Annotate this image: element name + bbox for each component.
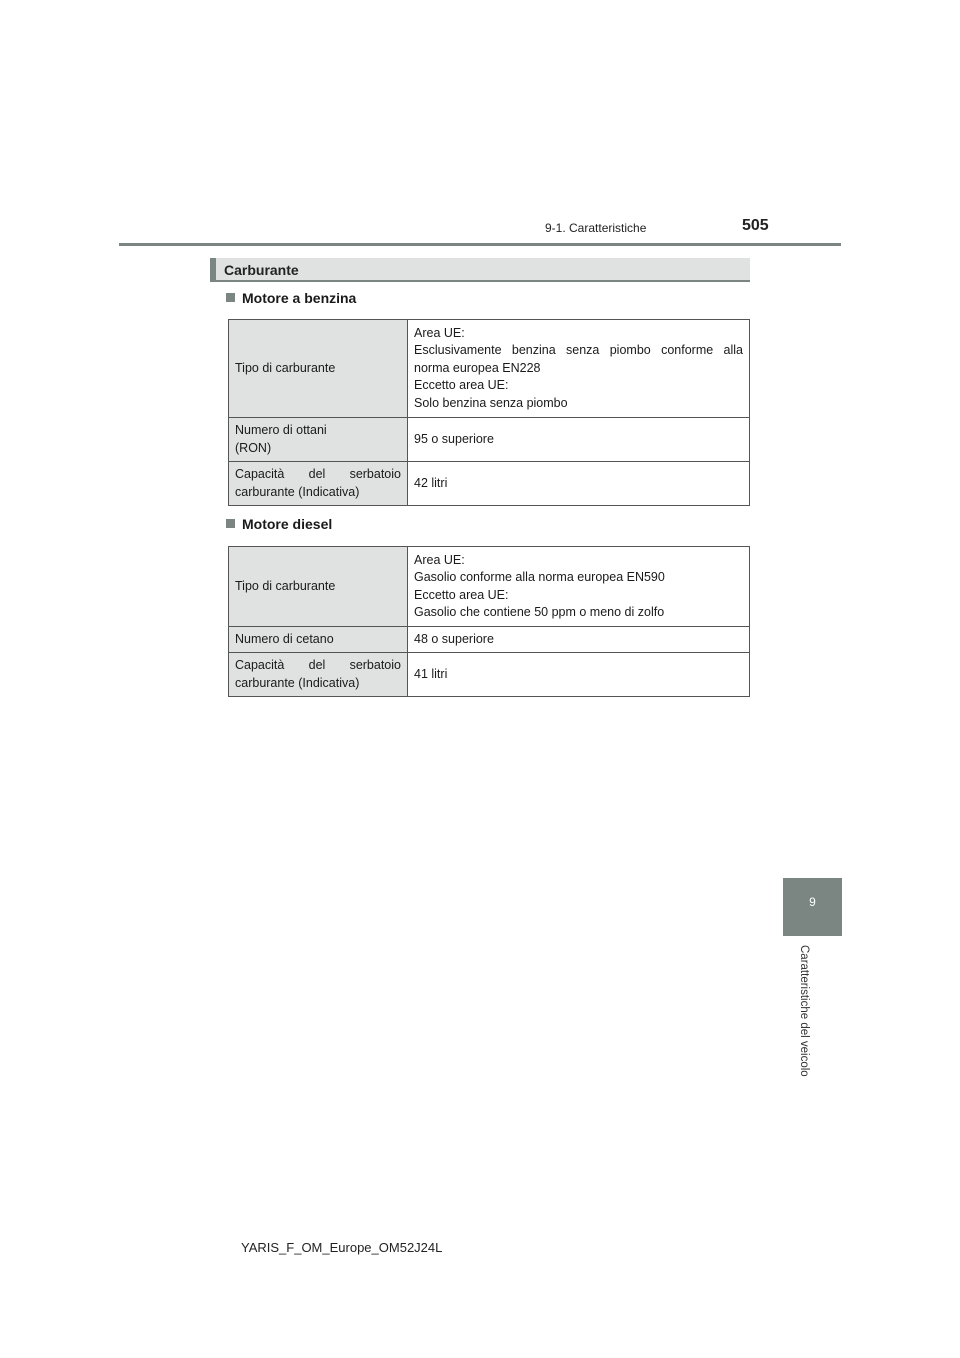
table-row [229,320,750,418]
octane-label [229,418,408,462]
square-bullet-icon [226,293,235,302]
page-number: 505 [742,217,769,234]
value-line: Gasolio conforme alla norma europea EN590 [414,570,665,584]
diesel-fuel-type-value [408,547,750,627]
cetane-label: Numero di cetano [229,627,408,653]
section-heading-bar [210,258,750,282]
petrol-heading [226,290,356,306]
petrol-heading-text: Motore a benzina [242,290,357,306]
section-title: Carburante [224,262,299,278]
chapter-tab: 9 [783,878,842,936]
value-line: Esclusivamente benzina senza piombo conforme alla norma europea EN228 [414,343,743,375]
value-line: Area UE: [414,552,465,567]
petrol-tank-capacity-label: Capacità del serbatoio carburante (Indicativa) [229,462,408,506]
petrol-fuel-type-value [408,320,750,418]
value-line: Gasolio che contiene 50 ppm o meno di zolfo [414,605,665,619]
table-row [229,627,750,653]
petrol-fuel-type-label: Tipo di carburante [229,320,408,418]
octane-value: 95 o superiore [408,418,750,462]
diesel-heading-text: Motore diesel [242,516,333,532]
section-heading-accent [210,258,216,282]
header-divider [119,243,841,246]
diesel-heading [226,516,332,532]
table-row [229,462,750,506]
label-line: Numero di ottani [235,423,327,437]
diesel-tank-capacity-label: Capacità del serbatoio carburante (Indicativa) [229,653,408,697]
table-row [229,653,750,697]
square-bullet-icon [226,519,235,528]
table-row [229,547,750,627]
value-line: Eccetto area UE: [414,587,509,602]
table-row [229,418,750,462]
diesel-spec-table [228,546,750,697]
header-section-title: 9-1. Caratteristiche [545,221,647,235]
chapter-tab-label: Caratteristiche del veicolo [798,945,810,1077]
diesel-fuel-type-label: Tipo di carburante [229,547,408,627]
petrol-tank-capacity-value: 42 litri [408,462,750,506]
footer-document-id: YARIS_F_OM_Europe_OM52J24L [241,1240,443,1255]
diesel-tank-capacity-value: 41 litri [408,653,750,697]
value-line: Eccetto area UE: [414,378,509,393]
value-line: Area UE: [414,325,465,340]
petrol-spec-table [228,319,750,506]
cetane-value: 48 o superiore [408,627,750,653]
value-line: Solo benzina senza piombo [414,395,568,410]
label-line: (RON) [235,440,272,455]
